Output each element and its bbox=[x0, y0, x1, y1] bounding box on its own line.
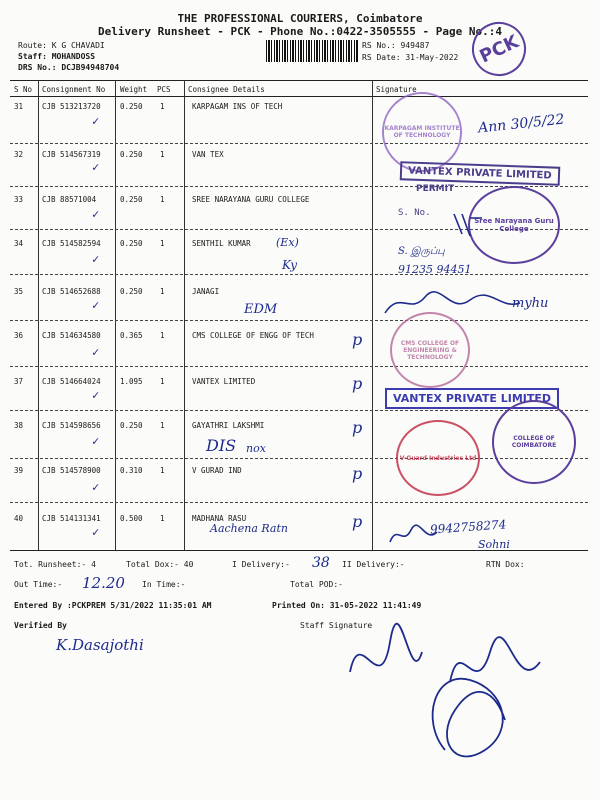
serial-number-label: S. No. bbox=[398, 208, 431, 218]
i-delivery-value: 38 bbox=[312, 555, 330, 571]
row-consignment: CJB 514131341 bbox=[42, 514, 101, 523]
check-mark-icon: ✓ bbox=[92, 252, 100, 266]
signature-row40-scribble bbox=[385, 520, 445, 550]
col-consignment: Consignment No bbox=[42, 85, 106, 94]
check-mark-icon: ✓ bbox=[92, 114, 100, 128]
row-consignment: CJB 513213720 bbox=[42, 102, 101, 111]
check-mark-icon: ✓ bbox=[92, 298, 100, 312]
row-weight: 1.095 bbox=[120, 377, 143, 386]
row-sno: 34 bbox=[14, 239, 24, 248]
pck-stamp: PCK bbox=[463, 13, 535, 85]
row-sno: 32 bbox=[14, 150, 24, 159]
vantex-stamp-2: VANTEX PRIVATE LIMITED bbox=[385, 388, 559, 409]
check-mark-icon: ✓ bbox=[92, 160, 100, 174]
total-runsheet: Tot. Runsheet:- 4 bbox=[14, 560, 96, 569]
check-mark-icon: ✓ bbox=[92, 388, 100, 402]
row-sno: 37 bbox=[14, 377, 24, 386]
signature-row40: Sohni bbox=[478, 538, 510, 551]
row-sno: 31 bbox=[14, 102, 24, 111]
row-sno: 38 bbox=[14, 421, 24, 430]
out-time-label: Out Time:- bbox=[14, 580, 63, 589]
row-consignment: CJB 514567319 bbox=[42, 150, 101, 159]
row-pcs: 1 bbox=[160, 287, 165, 296]
row-sno: 33 bbox=[14, 195, 24, 204]
row-consignment: CJB 514598656 bbox=[42, 421, 101, 430]
row-consignment: CJB 514578900 bbox=[42, 466, 101, 475]
verified-by-signature: K.Dasajothi bbox=[56, 636, 144, 654]
signature-row31: Ann 30/5/22 bbox=[477, 111, 566, 137]
handwritten-receiver-name: Aachena Ratn bbox=[210, 522, 288, 535]
runsheet-title: Delivery Runsheet - PCK - Phone No.:0422-3505555 - Page No.:4 bbox=[98, 25, 502, 38]
handwritten-phone-b: 91235 94451 bbox=[398, 263, 472, 276]
row-pcs: 1 bbox=[160, 377, 165, 386]
row-consignment: CJB 514634580 bbox=[42, 331, 101, 340]
barcode-image bbox=[266, 40, 358, 62]
row-weight: 0.250 bbox=[120, 239, 143, 248]
i-delivery-label: I Delivery:- bbox=[232, 560, 290, 569]
v-guard-stamp: V-Guard Industries Ltd bbox=[396, 420, 480, 496]
row-sno: 40 bbox=[14, 514, 24, 523]
handwritten-edm: EDM bbox=[244, 302, 278, 317]
check-mark-icon: ✓ bbox=[92, 207, 100, 221]
row-consignee: VAN TEX bbox=[192, 150, 224, 159]
row-sno: 36 bbox=[14, 331, 24, 340]
total-dox: Total Dox:- 40 bbox=[126, 560, 194, 569]
staff-label: Staff: MOHANDOSS bbox=[18, 52, 96, 61]
entered-by: Entered By :PCKPREM 5/31/2022 11:35:01 AM bbox=[14, 601, 212, 610]
handwritten-ex: (Ex) bbox=[276, 236, 299, 249]
signature-row35: myhu bbox=[512, 296, 549, 311]
check-mark-icon: ✓ bbox=[92, 345, 100, 359]
row-consignment: CJB 514664024 bbox=[42, 377, 101, 386]
row-consignee: CMS COLLEGE OF ENGG OF TECH bbox=[192, 331, 314, 340]
supervisor-signature-scribble bbox=[415, 650, 525, 770]
route-label: Route: K G CHAVADI bbox=[18, 41, 105, 50]
check-mark-icon: ✓ bbox=[92, 434, 100, 448]
printed-on: Printed On: 31-05-2022 11:41:49 bbox=[272, 601, 422, 610]
row-pcs: 1 bbox=[160, 239, 165, 248]
row-weight: 0.250 bbox=[120, 421, 143, 430]
row-consignee: JANAGI bbox=[192, 287, 220, 296]
karpagam-stamp: KARPAGAM INSTITUTE OF TECHNOLOGY bbox=[382, 92, 462, 172]
signature-row33-scribble bbox=[450, 210, 490, 240]
row-weight: 0.500 bbox=[120, 514, 143, 523]
handwritten-receiver-phone: 9942758274 bbox=[429, 517, 507, 537]
sree-narayana-stamp: Sree Narayana Guru College bbox=[468, 186, 560, 264]
row-weight: 0.250 bbox=[120, 150, 143, 159]
pod-mark-p: p bbox=[352, 512, 363, 531]
row-pcs: 1 bbox=[160, 421, 165, 430]
row-sno: 39 bbox=[14, 466, 24, 475]
row-pcs: 1 bbox=[160, 102, 165, 111]
row-consignment: CJB 88571004 bbox=[42, 195, 97, 204]
staff-signature-label: Staff Signature bbox=[300, 621, 373, 630]
rtn-dox-label: RTN Dox: bbox=[486, 560, 525, 569]
row-consignment: CJB 514582594 bbox=[42, 239, 101, 248]
row-weight: 0.250 bbox=[120, 287, 143, 296]
in-time-label: In Time:- bbox=[142, 580, 186, 589]
col-weight: Weight bbox=[120, 85, 148, 94]
pod-mark-p: p bbox=[352, 330, 363, 349]
row-weight: 0.365 bbox=[120, 331, 143, 340]
handwritten-phone-a: S. இருப்பு bbox=[398, 246, 445, 257]
vantex-stamp: VANTEX PRIVATE LIMITED bbox=[400, 161, 560, 186]
rs-number: RS No.: 949487 bbox=[362, 41, 430, 50]
row-consignee: KARPAGAM INS OF TECH bbox=[192, 102, 283, 111]
row-weight: 0.250 bbox=[120, 102, 143, 111]
row-weight: 0.310 bbox=[120, 466, 143, 475]
col-signature: Signature bbox=[376, 85, 417, 94]
rs-date: RS Date: 31-May-2022 bbox=[362, 53, 459, 62]
drs-number: DRS No.: DCJB94948704 bbox=[18, 63, 120, 72]
row-pcs: 1 bbox=[160, 195, 165, 204]
row-pcs: 1 bbox=[160, 331, 165, 340]
handwritten-ky: Ky bbox=[282, 258, 297, 272]
row-weight: 0.250 bbox=[120, 195, 143, 204]
row-consignee: SENTHIL KUMAR bbox=[192, 239, 251, 248]
vantex-stamp-sub: PERMIT bbox=[416, 184, 455, 194]
signature-row35-scribble bbox=[380, 285, 580, 325]
handwritten-dis: DIS bbox=[206, 436, 237, 455]
row-consignee: V GURAD IND bbox=[192, 466, 242, 475]
college-stamp: COLLEGE OF COIMBATORE bbox=[492, 400, 576, 484]
company-title: THE PROFESSIONAL COURIERS, Coimbatore bbox=[177, 12, 423, 25]
check-mark-icon: ✓ bbox=[92, 480, 100, 494]
row-consignee: MADHANA RASU bbox=[192, 514, 247, 523]
total-pod-label: Total POD:- bbox=[290, 580, 343, 589]
row-consignee: GAYATHRI LAKSHMI bbox=[192, 421, 265, 430]
col-consignee: Consignee Details bbox=[188, 85, 265, 94]
row-consignment: CJB 514652688 bbox=[42, 287, 101, 296]
check-mark-icon: ✓ bbox=[92, 525, 100, 539]
cms-college-stamp: CMS COLLEGE OF ENGINEERING & TECHNOLOGY bbox=[390, 312, 470, 388]
row-consignee: VANTEX LIMITED bbox=[192, 377, 256, 386]
col-pcs: PCS bbox=[157, 85, 171, 94]
pod-mark-p: p bbox=[352, 374, 363, 393]
ii-delivery-label: II Delivery:- bbox=[342, 560, 405, 569]
row-consignee: SREE NARAYANA GURU COLLEGE bbox=[192, 195, 310, 204]
pod-mark-p: p bbox=[352, 464, 363, 483]
row-pcs: 1 bbox=[160, 514, 165, 523]
verified-by-label: Verified By bbox=[14, 621, 67, 630]
row-pcs: 1 bbox=[160, 466, 165, 475]
out-time-value: 12.20 bbox=[82, 574, 125, 592]
pod-mark-p: p bbox=[352, 418, 363, 437]
row-sno: 35 bbox=[14, 287, 24, 296]
col-sno: S No bbox=[14, 85, 33, 94]
row-pcs: 1 bbox=[160, 150, 165, 159]
handwritten-nox: nox bbox=[246, 442, 266, 455]
